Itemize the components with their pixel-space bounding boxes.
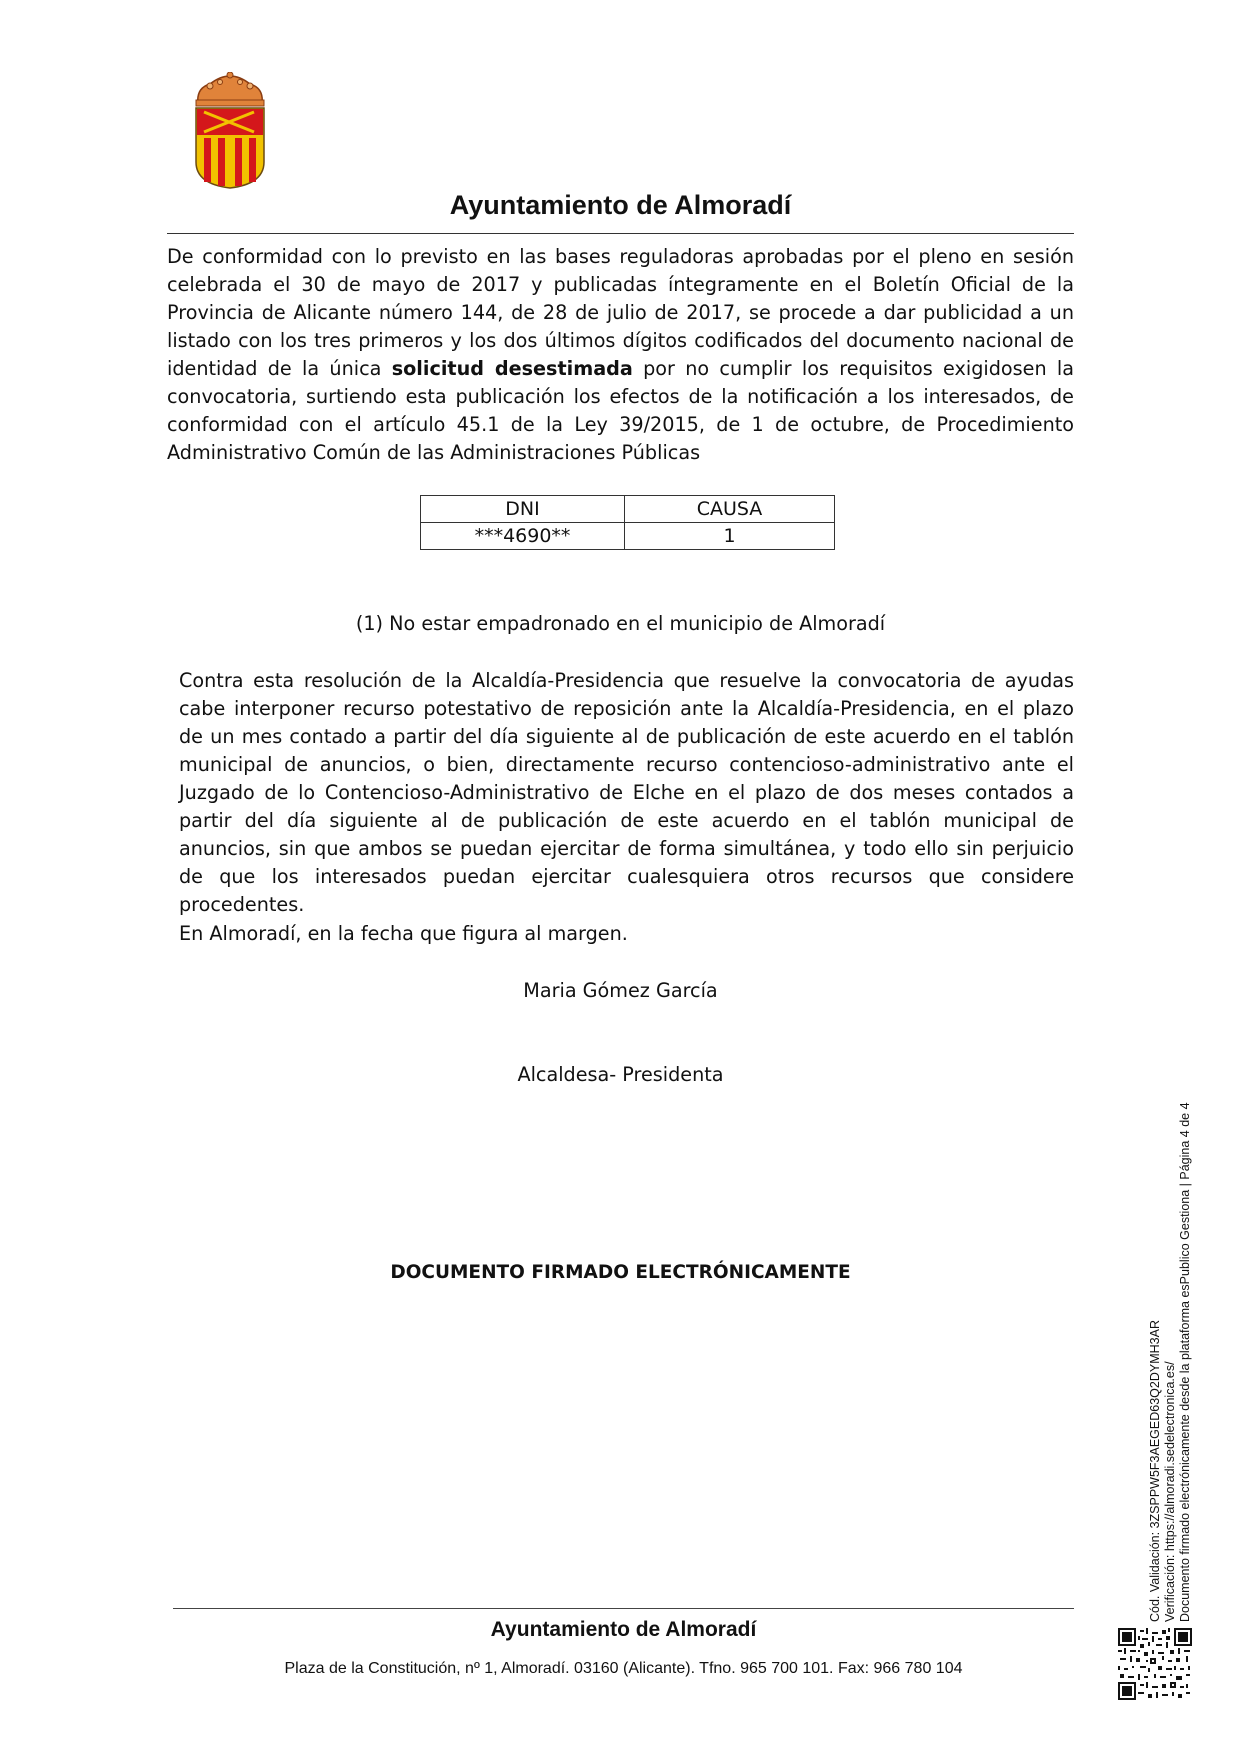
- page-title: Ayuntamiento de Almoradí: [449, 190, 792, 220]
- table-header-row: [421, 496, 835, 523]
- qr-code-icon: [1118, 1628, 1192, 1700]
- crown-icon: [196, 72, 264, 106]
- header-divider: [167, 233, 1074, 234]
- signer-role: Alcaldesa- Presidenta: [517, 1063, 724, 1086]
- intro-text-bold: solicitud desestimada: [391, 357, 633, 380]
- place-date: En Almoradí, en la fecha que figura al margen.: [179, 922, 628, 945]
- footer-divider: [173, 1608, 1074, 1609]
- footer-title: Ayuntamiento de Almoradí: [490, 1618, 757, 1641]
- footnote: (1) No estar empadronado en el municipio de Almoradí: [355, 612, 886, 635]
- verification-url: Verificación: https://almoradi.sedelectronica.es/: [1163, 1361, 1177, 1622]
- intro-text-start: De conformidad con lo previsto en las bases reguladoras aprobadas por el pleno en sesión celebrada el 30 de mayo de 2017 y publicadas íntegramente en el Boletín Oficial de la Provincia de Alicante número 144, de 28 de julio de 2017, se procede a dar publicidad a un listado con los tres primeros y los dos últimos dígitos codificados del documento nacional de identidad de la única: [167, 245, 1074, 380]
- intro-text-end: por no cumplir los requisitos exigidosen la convocatoria, surtiendo esta publicación los efectos de la notificación a los interesados, de conformidad con el artículo 45.1 de la Ley 39/2015, de 1 de octubre, de Procedimiento Administrativo Común de las Administraciones Públicas: [167, 357, 1074, 464]
- signer-name: Maria Gómez García: [523, 979, 718, 1002]
- table-row: [421, 523, 835, 550]
- footer-address: Plaza de la Constitución, nº 1, Almoradí. 03160 (Alicante). Tfno. 965 700 101. Fax: 966 780 104: [284, 1660, 963, 1677]
- appeal-paragraph: Contra esta resolución de la Alcaldía-Presidencia que resuelve la convocatoria de ayudas cabe interponer recurso potestativo de reposición ante la Alcaldía-Presidencia, en el plazo de un mes contado a partir del día siguiente al de publicación de este acuerdo en el tablón municipal de anuncios, o bien, directamente recurso contencioso-administrativo ante el Juzgado de lo Contencioso-Administrativo de Elche en el plazo de dos meses contados a partir del día siguiente al de publicación de este acuerdo en el tablón municipal de anuncios, sin que ambos se puedan ejercitar de forma simultánea, y todo ello sin perjuicio de que los interesados puedan ejercitar cualesquiera otros recursos que considere procedentes.: [179, 669, 1074, 916]
- electronic-signature-notice: DOCUMENTO FIRMADO ELECTRÓNICAMENTE: [390, 1262, 851, 1283]
- cell-dni: ***4690**: [421, 523, 625, 550]
- dni-table: [420, 495, 835, 550]
- validation-code: Cód. Validación: 3ZSPPW5F3AEGED63Q2DYMH3AR: [1148, 1320, 1162, 1622]
- intro-paragraph: [167, 243, 1074, 467]
- cell-causa: 1: [625, 523, 835, 550]
- platform-page-info: Documento firmado electrónicamente desde la plataforma esPublico Gestiona | Página 4 de 4: [1178, 1102, 1192, 1622]
- coat-of-arms-icon: [190, 72, 270, 190]
- column-header-causa: CAUSA: [625, 496, 835, 523]
- column-header-dni: DNI: [421, 496, 625, 523]
